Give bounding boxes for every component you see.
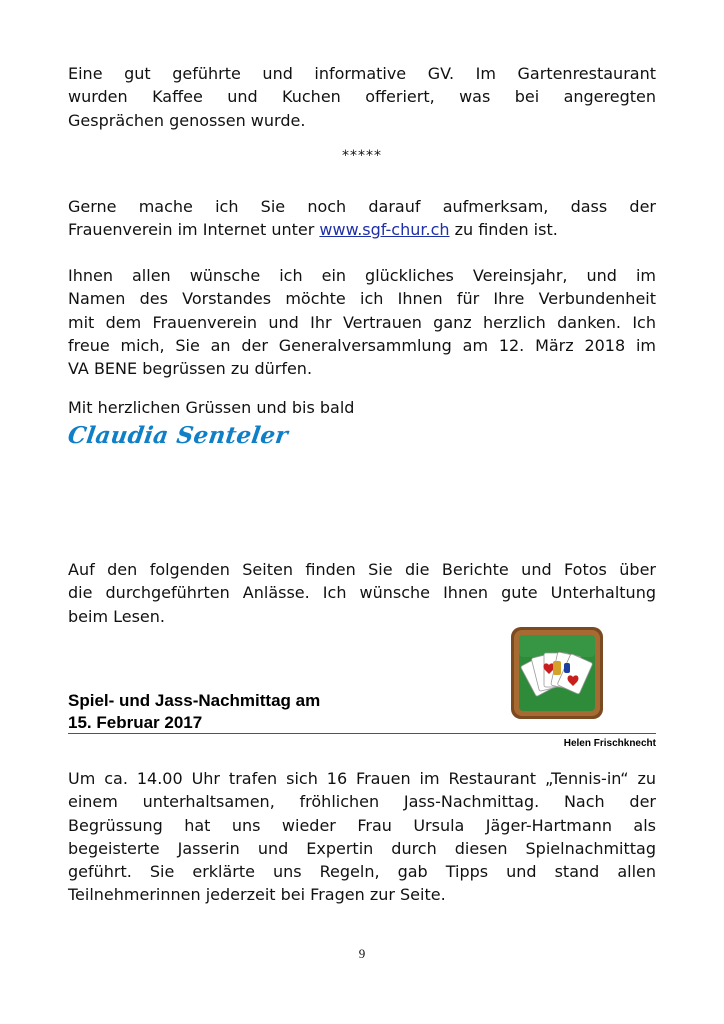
page-number: 9 (358, 946, 366, 961)
heading-line: Spiel- und Jass-Nachmittag am (68, 691, 321, 710)
heading-divider (68, 733, 656, 734)
paragraph-reports (68, 558, 656, 628)
text-line: Begrüssung hat uns wieder Frau Ursula Jäger-Hartmann als (68, 815, 656, 835)
section-heading (68, 690, 320, 734)
paragraph-jass (68, 767, 656, 907)
closing-line: Mit herzlichen Grüssen und bis bald (68, 398, 355, 417)
text-line: einem unterhaltsamen, fröhlichen Jass-Nachmittag. Nach der (68, 792, 656, 812)
text-line: wurden Kaffee und Kuchen offeriert, was bei angeregten (68, 87, 656, 107)
playing-cards-icon (509, 625, 605, 721)
text-line: Gerne mache ich Sie noch darauf aufmerksam, dass der (68, 197, 656, 216)
text-line: geführt. Sie erklärte uns Regeln, gab Tipps und stand allen (68, 862, 656, 882)
paragraph-thanks (68, 264, 656, 380)
signature: Claudia Senteler (66, 422, 290, 449)
text-line: beim Lesen. (68, 606, 165, 626)
text-fragment: Frauenverein im Internet unter (68, 220, 320, 240)
heading-line: 15. Februar 2017 (68, 713, 203, 732)
text-line: Teilnehmerinnen jederzeit bei Fragen zur Seite. (68, 885, 446, 905)
paragraph-internet (68, 195, 656, 242)
text-line: Ihnen allen wünsche ich ein glückliches Vereinsjahr, und im (68, 266, 656, 285)
text-line (68, 218, 656, 241)
text-line: die durchgeführten Anlässe. Ich wünsche Ihnen gute Unterhaltung (68, 583, 656, 603)
text-line: mit dem Frauenverein und Ihr Vertrauen ganz herzlich danken. Ich (68, 312, 656, 332)
text-line: begeisterte Jasserin und Expertin durch diesen Spielnachmittag (68, 838, 656, 858)
text-line: Auf den folgenden Seiten finden Sie die Berichte und Fotos über (68, 560, 656, 579)
text-line: Namen des Vorstandes möchte ich Ihnen für Ihre Verbundenheit (68, 289, 656, 309)
text-fragment: zu finden ist. (449, 220, 558, 240)
text-line: VA BENE begrüssen zu dürfen. (68, 359, 313, 379)
text-line: freue mich, Sie an der Generalversammlung am 12. März 2018 im (68, 335, 656, 355)
text-line: Gesprächen genossen wurde. (68, 110, 306, 130)
section-separator: ***** (342, 148, 382, 164)
text-line: Eine gut geführte und informative GV. Im Gartenrestaurant (68, 64, 656, 83)
paragraph-gv (68, 62, 656, 132)
website-link[interactable]: www.sgf-chur.ch (319, 220, 450, 240)
text-line: Um ca. 14.00 Uhr trafen sich 16 Frauen im Restaurant „Tennis-in“ zu (68, 769, 656, 788)
author-name: Helen Frischknecht (563, 738, 656, 749)
